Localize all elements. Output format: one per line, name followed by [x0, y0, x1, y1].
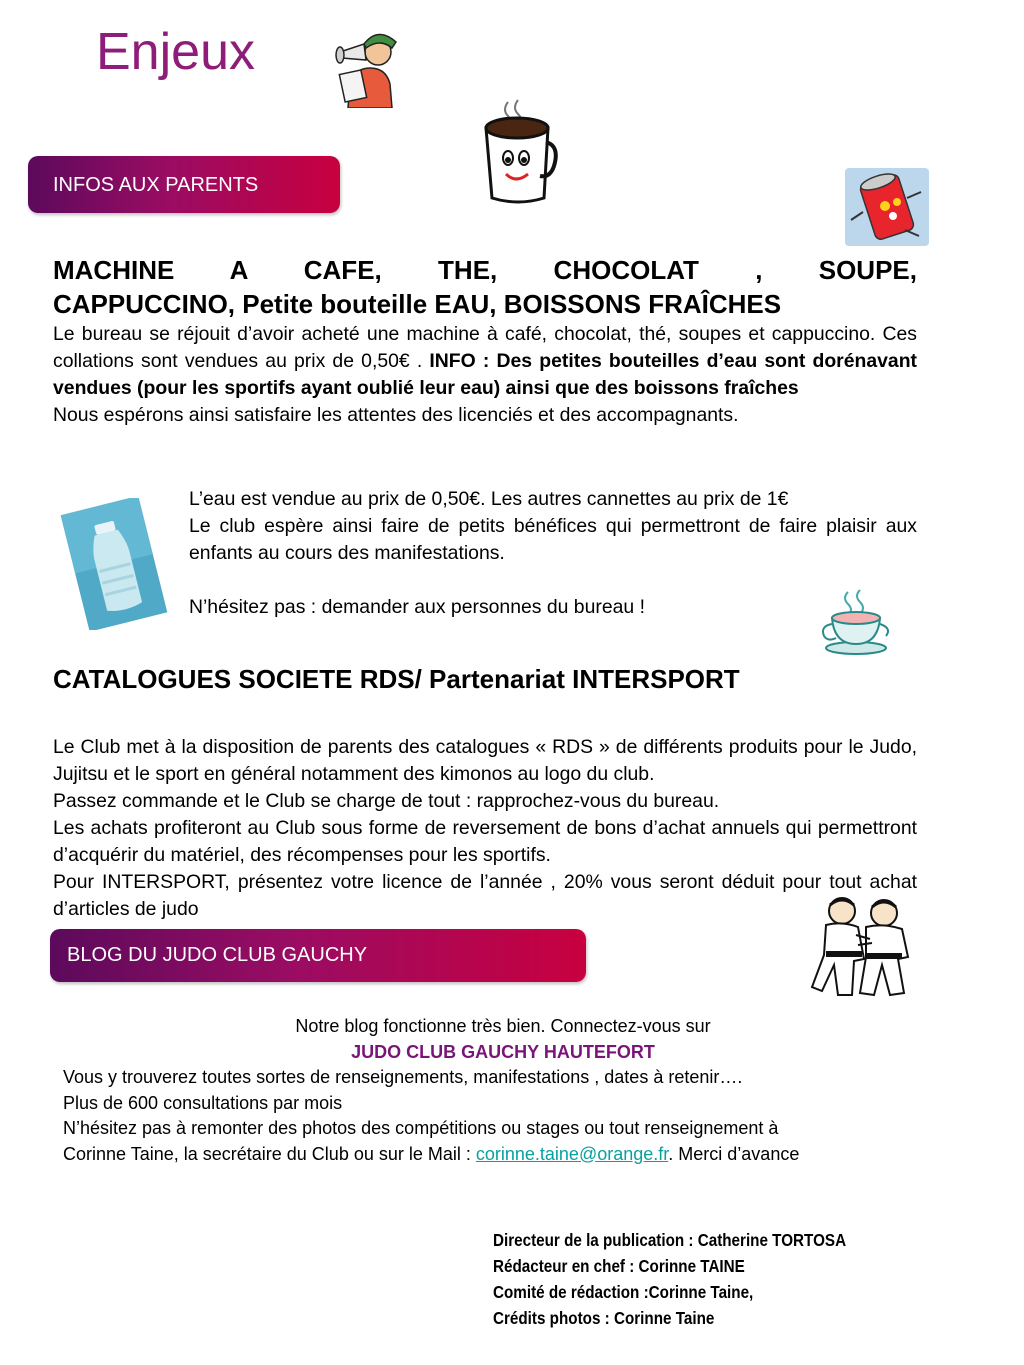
water-contact-line: N’hésitez pas : demander aux personnes du bureau ! — [189, 596, 645, 618]
banner-blog-label: BLOG DU JUDO CLUB GAUCHY — [67, 944, 368, 966]
drinks-heading-line1: MACHINE A CAFE, THE, CHOCOLAT , SOUPE, — [53, 255, 917, 285]
catalog-paragraph-2: Passez commande et le Club se charge de tout : rapprochez-vous du bureau. — [53, 790, 720, 812]
blog-consultations-line: Plus de 600 consultations par mois — [63, 1092, 343, 1113]
drinks-text-part1: Le bureau se réjouit d’avoir acheté une machine à café, chocolat, thé, soupes et cappuccino. Ces collations sont vendues au prix de 0,50€ . — [53, 323, 917, 372]
banner-blog — [50, 929, 586, 982]
blog-contact-line — [63, 1142, 943, 1168]
catalog-heading: CATALOGUES SOCIETE RDS/ Partenariat INTERSPORT — [53, 664, 740, 694]
section-catalog — [53, 662, 917, 923]
catalog-paragraph-4: Pour INTERSPORT, présentez votre licence de l’année , 20% vous seront déduit pour tout achat d’articles de judo — [53, 871, 917, 920]
section-blog — [63, 1014, 943, 1167]
blog-info-line: Vous y trouverez toutes sortes de renseignements, manifestations , dates à retenir…. — [63, 1067, 743, 1087]
drinks-text-line2: Nous espérons ainsi satisfaire les attentes des licenciés et des accompagnants. — [53, 404, 739, 426]
teacup-icon — [818, 588, 894, 656]
credits-committee: Comité de rédaction :Corinne Taine, — [493, 1282, 754, 1302]
blog-contact-suffix: . Merci d’avance — [668, 1143, 800, 1164]
blog-photos-line: N’hésitez pas à remonter des photos des compétitions ou stages ou tout renseignement à — [63, 1118, 779, 1138]
banner-infos-parents — [28, 156, 340, 213]
drinks-text-info: INFO : Des petites bouteilles d’eau sont dorénavant vendues (pour les sportifs ayant oublié leur eau) ainsi que des boissons fraîches — [53, 350, 917, 399]
credits-block — [493, 1227, 846, 1331]
water-bottle-icon — [58, 498, 168, 630]
banner-infos-label: INFOS AUX PARENTS — [53, 174, 259, 196]
credits-director: Directeur de la publication : Catherine TORTOSA — [493, 1230, 847, 1250]
water-price-line: L’eau est vendue au prix de 0,50€. Les autres cannettes au prix de 1€ — [189, 488, 789, 510]
blog-title-link[interactable]: JUDO CLUB GAUCHY HAUTEFORT — [351, 1041, 655, 1062]
judo-fighters-icon — [808, 895, 920, 999]
blog-intro-line: Notre blog fonctionne très bien. Connectez-vous sur — [295, 1016, 711, 1036]
credits-photos: Crédits photos : Corinne Taine — [493, 1308, 715, 1328]
catalog-paragraph-3: Les achats profiteront au Club sous forme de reversement de bons d’achat annuels qui permettront d’acquérir du matériel, des récompenses pour les sportifs. — [53, 817, 917, 866]
coffee-mug-icon — [478, 98, 558, 204]
catalog-paragraph-1: Le Club met à la disposition de parents des catalogues « RDS » de différents produits pour le Judo, Jujitsu et le sport en général notamment des kimonos au logo du club. — [53, 736, 917, 785]
megaphone-person-icon — [330, 22, 410, 108]
water-benefit-line: Le club espère ainsi faire de petits bénéfices qui permettront de faire plaisir aux enfants au cours des manifestations. — [189, 515, 917, 564]
blog-contact-prefix: Corinne Taine, la secrétaire du Club ou sur le Mail : — [63, 1143, 476, 1164]
section-water — [189, 486, 917, 621]
section-drinks — [53, 253, 917, 429]
page-title: Enjeux — [96, 23, 255, 81]
drinks-text — [53, 321, 917, 402]
credits-editor: Rédacteur en chef : Corinne TAINE — [493, 1256, 745, 1276]
drinks-heading-line2: CAPPUCCINO, Petite bouteille EAU, BOISSONS FRAÎCHES — [53, 289, 782, 319]
email-link[interactable]: corinne.taine@orange.fr — [475, 1143, 669, 1164]
soda-can-icon — [845, 168, 929, 246]
